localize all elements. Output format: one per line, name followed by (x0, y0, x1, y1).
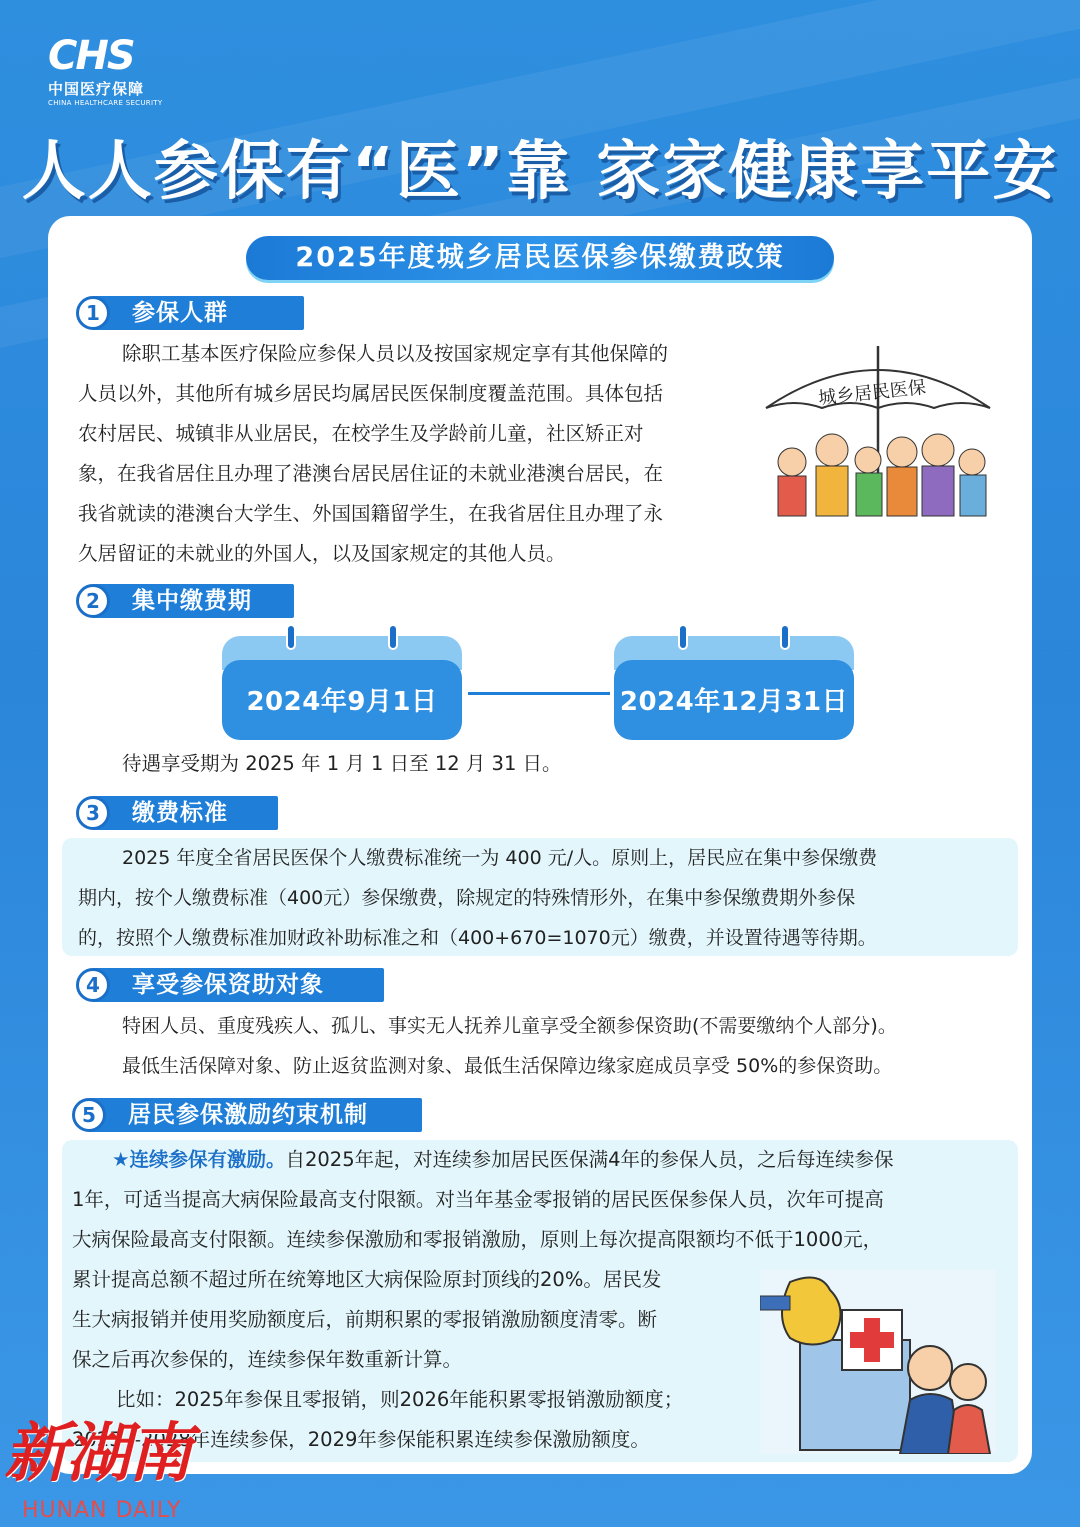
calendar-ring-icon (388, 624, 398, 650)
text-line: 最低生活保障对象、防止返贫监测对象、最低生活保障边缘家庭成员享受 50%的参保资助。 (122, 1055, 893, 1077)
text-line: 自2025年起，对连续参加居民医保满4年的参保人员，之后每连续参保 (285, 1148, 894, 1171)
calendar-ring-icon (678, 624, 688, 650)
section-3-text (78, 838, 1018, 958)
end-date-card (614, 636, 854, 740)
chs-logo (48, 33, 178, 107)
calendar-ring-icon (780, 624, 790, 650)
incentive-heading: ★连续参保有激励。 (112, 1148, 286, 1171)
logo-cn: 中国医疗保障 (48, 80, 145, 98)
text-line: 农村居民、城镇非从业居民，在校学生及学龄前儿童，社区矫正对 (78, 422, 644, 445)
text-line: 2025 年度全省居民医保个人缴费标准统一为 400 元/人。原则上，居民应在集中参保缴费 (122, 847, 878, 869)
start-date-card (222, 636, 462, 740)
logo-en: CHINA HEALTHCARE SECURITY (48, 99, 163, 107)
section-4-text (122, 1006, 1022, 1086)
section-number: 2 (76, 584, 110, 618)
start-date: 2024年9月1日 (222, 660, 462, 740)
text-line: 2025—2028年连续参保，2029年参保能积累连续参保激励额度。 (72, 1428, 650, 1451)
section-title: 参保人群 (94, 296, 304, 330)
section-title: 集中缴费期 (94, 584, 294, 618)
calendar-ring-icon (286, 624, 296, 650)
logo-mark: CHS (48, 33, 134, 79)
benefit-period-note: 待遇享受期为 2025 年 1 月 1 日至 12 月 31 日。 (122, 752, 562, 775)
section-title: 缴费标准 (94, 796, 278, 830)
text-line: 保之后再次参保的，连续参保年数重新计算。 (72, 1348, 463, 1371)
umbrella-family-illustration (762, 342, 994, 520)
text-line: 我省就读的港澳台大学生、外国国籍留学生，在我省居住且办理了永 (78, 502, 664, 525)
end-date: 2024年12月31日 (614, 660, 854, 740)
section-title: 享受参保资助对象 (94, 968, 384, 1002)
section-number: 5 (72, 1098, 106, 1132)
text-line: 特困人员、重度残疾人、孤儿、事实无人抚养儿童享受全额参保资助(不需要缴纳个人部分)。 (122, 1015, 897, 1037)
page-title: 人人参保有“医”靠 家家健康享平安 (21, 135, 1059, 209)
policy-banner: 2025年度城乡居民医保参保缴费政策 (246, 236, 834, 280)
text-line: 生大病报销并使用奖励额度后，前期积累的零报销激励额度清零。断 (72, 1308, 658, 1331)
section-number: 3 (76, 796, 110, 830)
text-line: 象，在我省居住且办理了港澳台居民居住证的未就业港澳台居民，在 (78, 462, 664, 485)
text-line: 的，按照个人缴费标准加财政补助标准之和（400+670=1070元）缴费，并设置待遇等待期。 (78, 927, 877, 949)
text-line: 比如：2025年参保且零报销，则2026年能积累零报销激励额度； (116, 1388, 684, 1411)
text-line: 除职工基本医疗保险应参保人员以及按国家规定享有其他保障的 (122, 342, 669, 365)
news-watermark: 新湖南 (4, 1417, 190, 1491)
text-line: 累计提高总额不超过所在统筹地区大病保险原封顶线的20%。居民发 (72, 1268, 662, 1291)
umbrella-text: 城乡居民医保 (817, 377, 927, 410)
text-line: 人员以外，其他所有城乡居民均属居民医保制度覆盖范围。具体包括 (78, 382, 664, 405)
news-watermark-en: HUNAN DAILY (22, 1498, 182, 1523)
text-line: 久居留证的未就业的外国人，以及国家规定的其他人员。 (78, 542, 566, 565)
hospital-reward-illustration (760, 1270, 996, 1454)
section-title: 居民参保激励约束机制 (90, 1098, 422, 1132)
text-line: 期内，按个人缴费标准（400元）参保缴费，除规定的特殊情形外，在集中参保缴费期外参保 (78, 887, 856, 909)
section-number: 1 (76, 296, 110, 330)
text-line: 1年，可适当提高大病保险最高支付限额。对当年基金零报销的居民医保参保人员，次年可提高 (72, 1188, 884, 1211)
section-1-text (78, 334, 758, 574)
text-line: 大病保险最高支付限额。连续参保激励和零报销激励，原则上每次提高限额均不低于1000元， (72, 1228, 883, 1251)
section-number: 4 (76, 968, 110, 1002)
date-connector (468, 692, 610, 695)
